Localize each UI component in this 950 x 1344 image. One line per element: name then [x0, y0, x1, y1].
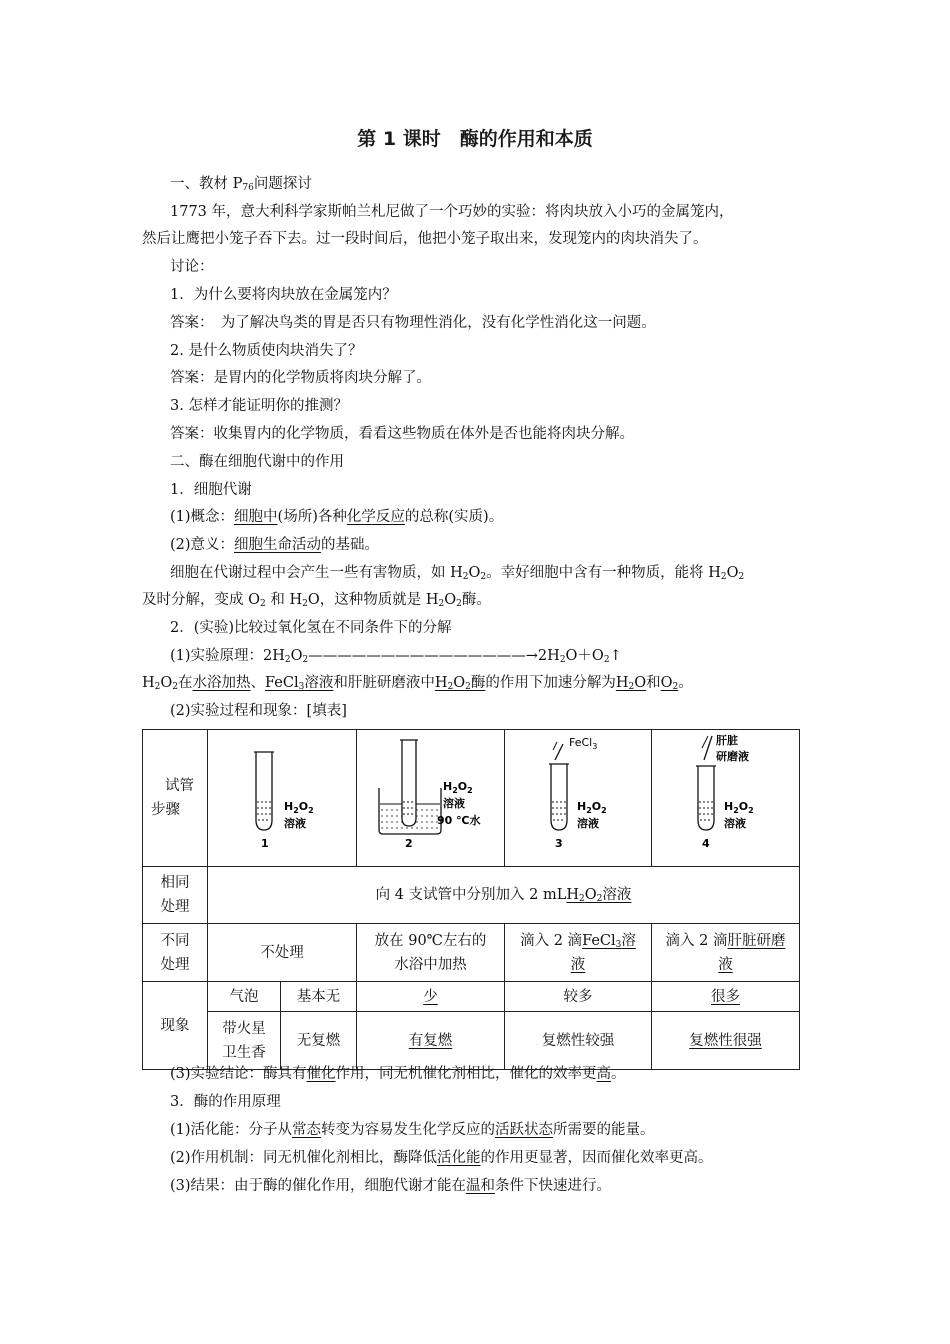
incense-tube-3: 复燃性较强 [505, 1012, 652, 1070]
svg-text:溶液: 溶液 [284, 817, 306, 830]
answer-3: 答案：收集胃内的化学物质，看看这些物质在体外是否也能将肉块分解。 [170, 426, 634, 442]
test-tube-3-fecl3-illustration [505, 730, 652, 858]
answer-1: 答案： 为了解决鸟类的胃是否只有物理性消化，没有化学性消化这一问题。 [170, 315, 656, 331]
diff-treatment-tube-2: 放在 90℃左右的 水浴中加热 [357, 924, 505, 982]
h2o2-paragraph-line-2: 及时分解，变成 $O_2$ 和 $H_2O$，这种物质就是 $H_2O_2$酶。 [142, 592, 491, 609]
principle-equation: (1)实验原理：$2H_2O_2———————————————\to 2H_2O+O_2↑$ [170, 648, 622, 665]
test-tube-4-liver-illustration [652, 730, 800, 858]
incense-tube-1: 无复燃 [281, 1012, 357, 1070]
tube-1-figure [208, 730, 357, 867]
test-tube-1-illustration [208, 730, 356, 858]
meaning-line: (2)意义：细胞生命活动的基础。 [170, 537, 380, 553]
h2o2-paragraph-line-1: 细胞在代谢过程中会产生一些有害物质，如 $H_2O_2$。幸好细胞中含有一种物质，能将 $H_2O_2$ [170, 565, 745, 582]
process-label: (2)实验过程和现象：[填表] [170, 703, 347, 719]
phenomenon-header: 现象 [143, 982, 208, 1070]
svg-text:90 ℃水: 90 ℃水 [437, 814, 481, 827]
same-treatment-cell: 向 4 支试管中分别加入 2 $mLH_2O_2$溶液 [208, 867, 800, 924]
svg-text:H2O2: $H_2O_2$ [724, 800, 754, 815]
activation-energy-line: (1)活化能：分子从常态转变为容易发生化学反应的活跃状态所需要的能量。 [170, 1122, 655, 1138]
page-title: 第 1 课时 酶的作用和本质 [357, 128, 593, 150]
svg-text:溶液: 溶液 [577, 817, 599, 830]
cell-metabolism-title: 1．细胞代谢 [170, 482, 252, 498]
test-tube-2-water-bath-illustration [357, 730, 505, 858]
svg-text:肝脏: 肝脏 [716, 734, 738, 747]
svg-text:4: 4 [702, 837, 710, 850]
same-treatment-header: 相同 处理 [143, 867, 208, 924]
intro-line-2: 然后让鹰把小笼子吞下去。过一段时间后，他把小笼子取出来，发现笼内的肉块消失了。 [142, 231, 708, 247]
diff-treatment-tube-4: 滴入 2 滴肝脏研磨 液 [652, 924, 800, 982]
bubble-tube-2: 少 [357, 982, 505, 1012]
tube-step-header: 试管 步骤 [143, 730, 208, 867]
experiment-table [142, 729, 800, 1070]
svg-text:FeCl3: FeCl$_3$ [569, 736, 598, 751]
svg-text:溶液: 溶液 [443, 797, 465, 810]
svg-text:溶液: 溶液 [724, 817, 746, 830]
answer-2: 答案：是胃内的化学物质将肉块分解了。 [170, 370, 431, 386]
question-2: 2. 是什么物质使肉块消失了？ [170, 343, 363, 359]
svg-text:3: 3 [555, 837, 563, 850]
experiment-title: 2．(实验)比较过氧化氢在不同条件下的分解 [170, 620, 452, 636]
concept-line: (1)概念：细胞中(场所)各种化学反应的总称(实质)。 [170, 509, 504, 525]
question-3: 3. 怎样才能证明你的推测？ [170, 398, 348, 414]
tube-4-figure [652, 730, 800, 867]
svg-text:H2O2: $H_2O_2$ [443, 780, 473, 795]
bubble-tube-4: 很多 [652, 982, 800, 1012]
tube-2-figure [357, 730, 505, 867]
svg-text:1: 1 [261, 837, 269, 850]
section2-heading: 二、酶在细胞代谢中的作用 [170, 454, 344, 470]
bubble-tube-1: 基本无 [281, 982, 357, 1012]
svg-text:H2O2: $H_2O_2$ [284, 800, 314, 815]
enzyme-principle-title: 3．酶的作用原理 [170, 1094, 281, 1110]
svg-text:2: 2 [405, 837, 413, 850]
section1-heading: 一、教材 $P_{76}$问题探讨 [170, 176, 312, 193]
question-1: 1．为什么要将肉块放在金属笼内？ [170, 287, 397, 303]
diff-treatment-tube-1: 不处理 [208, 924, 357, 982]
principle-description: $H_2O_2$在水浴加热、FeCl$_3$溶液和肝脏研磨液中$H_2O_2$酶的作用下加速分解为$H_2O$和$O_2$。 [142, 675, 693, 692]
svg-text:H2O2: $H_2O_2$ [577, 800, 607, 815]
bubble-tube-3: 较多 [505, 982, 652, 1012]
diff-treatment-header: 不同 处理 [143, 924, 208, 982]
incense-tube-2: 有复燃 [357, 1012, 505, 1070]
result-line: (3)结果：由于酶的催化作用，细胞代谢才能在温和条件下快速进行。 [170, 1178, 612, 1194]
bubble-header: 气泡 [208, 982, 281, 1012]
intro-line-1: 1773 年，意大利科学家斯帕兰札尼做了一个巧妙的实验：将肉块放入小巧的金属笼内， [170, 204, 734, 220]
incense-header: 带火星 卫生香 [208, 1012, 281, 1070]
mechanism-line: (2)作用机制：同无机催化剂相比，酶降低活化能的作用更显著，因而催化效率更高。 [170, 1150, 713, 1166]
incense-tube-4: 复燃性很强 [652, 1012, 800, 1070]
conclusion-line: (3)实验结论：酶具有催化作用，同无机催化剂相比，催化的效率更高。 [170, 1066, 626, 1082]
tube-3-figure [505, 730, 652, 867]
svg-text:研磨液: 研磨液 [716, 750, 749, 763]
discussion-label: 讨论： [170, 259, 214, 275]
diff-treatment-tube-3: 滴入 2 滴FeCl$_3$溶 液 [505, 924, 652, 982]
